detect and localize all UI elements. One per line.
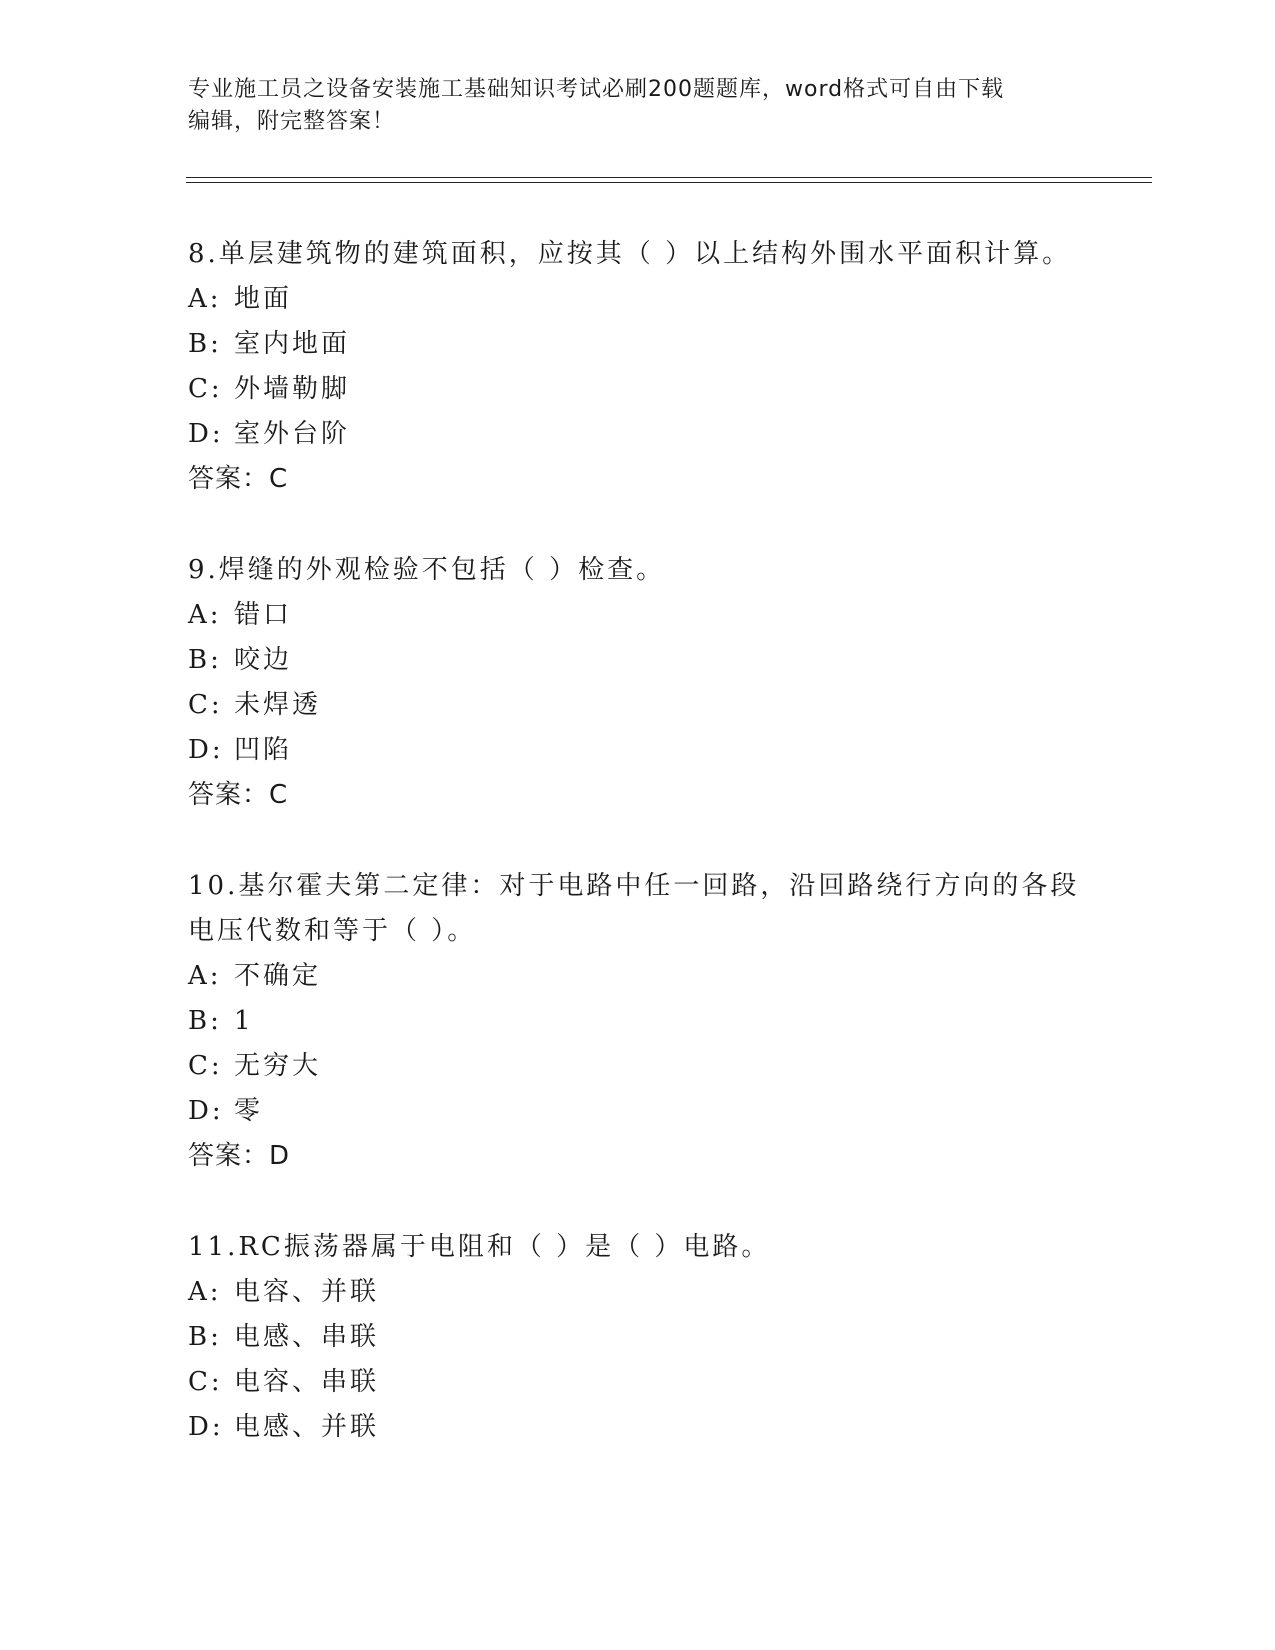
option-text: 未焊透 — [234, 690, 322, 720]
header-line-1: 专业施工员之设备安装施工基础知识考试必刷200题题库，word格式可自由下载 — [188, 77, 1005, 102]
option-b — [188, 1315, 1088, 1360]
option-text: 错口 — [234, 600, 293, 630]
option-text: 电容、并联 — [234, 1277, 380, 1307]
option-a — [188, 954, 1088, 999]
option-key: A: — [188, 600, 222, 630]
option-d — [188, 412, 1088, 457]
option-key: C: — [188, 690, 223, 720]
option-key: B: — [188, 329, 222, 359]
question-9 — [188, 548, 1088, 818]
answer-label: 答案：C — [188, 780, 289, 810]
option-a — [188, 277, 1088, 322]
option-d — [188, 1405, 1088, 1450]
option-key: C: — [188, 374, 223, 404]
option-key: A: — [188, 284, 222, 314]
option-key: A: — [188, 961, 222, 991]
option-text: 零 — [234, 1096, 264, 1126]
option-key: B: — [188, 1322, 222, 1352]
document-header — [188, 74, 1088, 138]
option-key: C: — [188, 1367, 223, 1397]
question-stem: 8.单层建筑物的建筑面积，应按其（ ）以上结构外围水平面积计算。 — [188, 239, 1072, 269]
option-text: 凹陷 — [234, 735, 293, 765]
option-text: 电感、串联 — [234, 1322, 380, 1352]
option-text: 无穷大 — [234, 1051, 322, 1081]
question-8 — [188, 232, 1088, 502]
option-key: B: — [188, 1006, 222, 1036]
option-text: 地面 — [234, 284, 293, 314]
question-stem: 9.焊缝的外观检验不包括（ ）检查。 — [188, 555, 666, 585]
question-stem-continued: 电压代数和等于（ ）。 — [188, 916, 477, 946]
option-key: A: — [188, 1277, 222, 1307]
option-key: D: — [188, 1412, 224, 1442]
question-stem: 10.基尔霍夫第二定律：对于电路中任一回路，沿回路绕行方向的各段 — [188, 871, 1080, 901]
option-text: 室外台阶 — [234, 419, 351, 449]
option-text: 电容、串联 — [234, 1367, 380, 1397]
question-stem: 11.RC振荡器属于电阻和（ ）是（ ）电路。 — [188, 1232, 771, 1262]
option-c — [188, 683, 1088, 728]
option-text: 外墙勒脚 — [234, 374, 351, 404]
option-c — [188, 1360, 1088, 1405]
option-c — [188, 367, 1088, 412]
option-a — [188, 593, 1088, 638]
option-d — [188, 728, 1088, 773]
option-b — [188, 638, 1088, 683]
option-text: 不确定 — [234, 961, 322, 991]
question-list — [188, 232, 1088, 1496]
option-text: 1 — [234, 1006, 254, 1036]
option-text: 电感、并联 — [234, 1412, 380, 1442]
option-a — [188, 1270, 1088, 1315]
header-divider-bottom — [186, 182, 1152, 183]
option-key: D: — [188, 419, 224, 449]
option-text: 咬边 — [234, 645, 293, 675]
option-c — [188, 1044, 1088, 1089]
option-key: C: — [188, 1051, 223, 1081]
answer-label: 答案：D — [188, 1141, 291, 1171]
option-key: D: — [188, 1096, 224, 1126]
option-text: 室内地面 — [234, 329, 351, 359]
question-10 — [188, 864, 1088, 1179]
option-b — [188, 322, 1088, 367]
option-b — [188, 999, 1088, 1044]
option-key: B: — [188, 645, 222, 675]
header-divider-top — [186, 177, 1152, 178]
option-d — [188, 1089, 1088, 1134]
header-line-2: 编辑，附完整答案！ — [188, 109, 396, 134]
answer-label: 答案：C — [188, 464, 289, 494]
option-key: D: — [188, 735, 224, 765]
question-11 — [188, 1225, 1088, 1450]
